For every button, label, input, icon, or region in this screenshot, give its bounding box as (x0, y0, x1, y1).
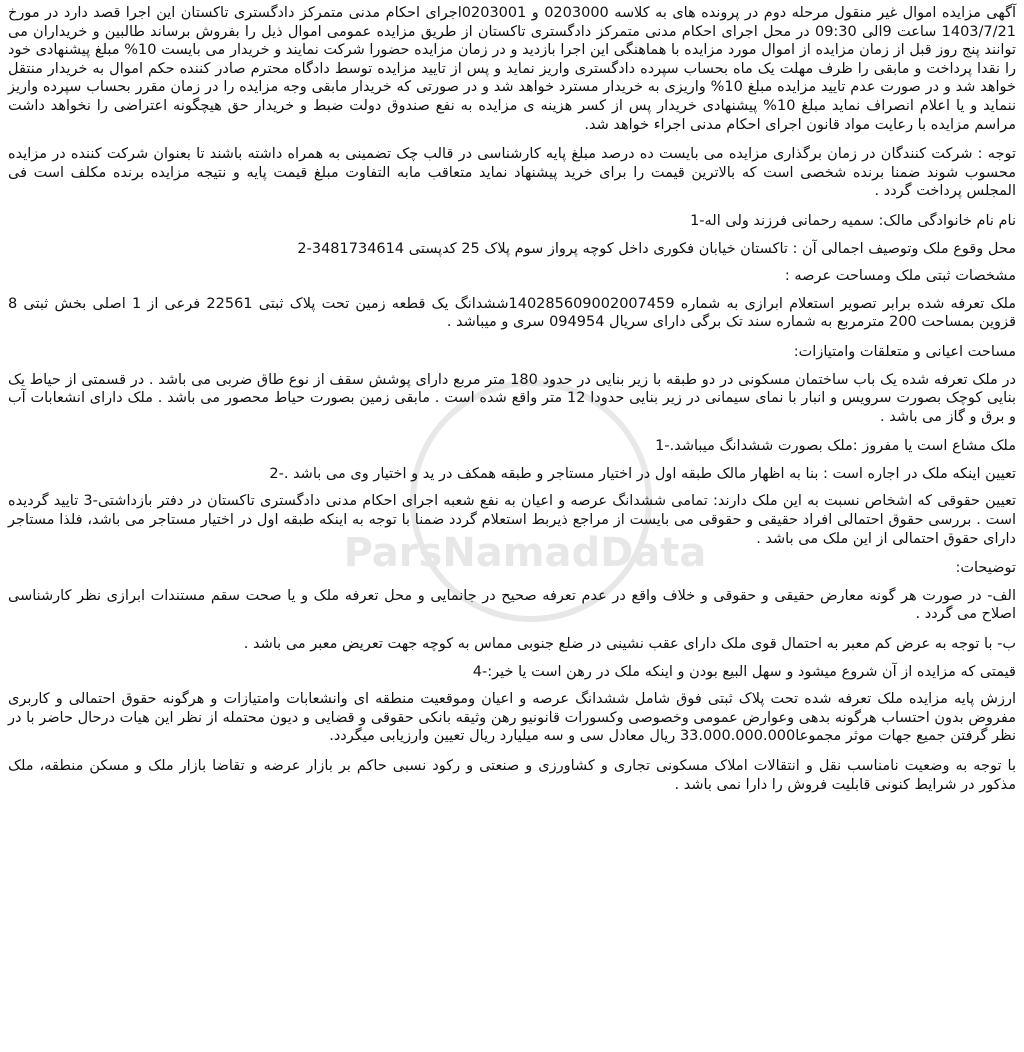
heading-registration: مشخصات ثبتی ملک ومساحت عرصه : (784, 268, 1016, 285)
item-lease: تعیین اینکه ملک در اجاره است : بنا به اظهار مالک طبقه اول در اختیار مستاجر و طبقه همکف در ید و اختیار وی می باشد .-2 (269, 465, 1016, 482)
paragraph-owner: نام نام خانوادگی مالک: سمیه رحمانی فرزند ولی اله-1 (690, 212, 1016, 229)
heading-building: مساحت اعیانی و متعلقات وامتیازات: (793, 343, 1016, 360)
explanation-b: ب- با توجه به عرض کم معبر به احتمال قوی ملک دارای عقب نشینی در ضلع جنوبی مماس به کوچه جهت تعریض معبر می باشد . (243, 636, 1016, 653)
paragraph-location: محل وقوع ملک وتوصیف اجمالی آن : تاکستان خیابان فکوری داخل کوچه پرواز سوم پلاک 25 کدپستی 3481734614-2 (297, 240, 1016, 257)
paragraph-registration: ملک تعرفه شده برابر تصویر استعلام ابرازی به شماره 140285609002007459ششدانگ یک قطعه زمین تحت پلاک ثبتی 22561 فرعی از 1 اصلی بخش ثبتی 8 قزوین بمساحت 200 مترمربع به شماره سند تک برگی دارای سریال 094954 سری و میباشد . (8, 295, 1017, 331)
item-rights: تعیین حقوقی که اشخاص نسبت به این ملک دارند: تمامی ششدانگ عرصه و اعیان به نفع شعبه اجرای احکام مدنی دادگستری تاکستان در دفتر بازداشتی-3 تایید گردیده است . بررسی حقوق احتمالی افراد حقیقی و حقوقی می بایست از مراجع ذیربط استعلام گردد ضمنا با توجه به اینکه طبقه اول در اختیار مستاجر می باشد، فلذا مستاجر دارای حقوق احتمالی از این ملک می باشد . (8, 493, 1016, 547)
auction-notice (8, 4, 1016, 805)
paragraph-valuation: ارزش پایه مزایده ملک تعرفه شده تحت پلاک ثبتی فوق شامل ششدانگ عرصه و اعیان وموقعیت منطقه ای وانشعابات وامتیازات و هرگونه حقوق احتمالی و کاربری مفروض بدون احتساب هرگونه بدهی وعوارض عمومی وخصوصی وکسورات قانونیو رهن وثیقه بانکی حقوقی و قضایی و دیون محتمله از نظر این هیات درحال حاضر با در نظر گرفتن جمیع جهات موثر مجموعا33.000.000.000 ریال معادل سی و سه میلیارد ریال تعیین وارزیابی میگردد. (8, 691, 1016, 745)
paragraph-building: در ملک تعرفه شده یک باب ساختمان مسکونی در دو طبقه با زیر بنایی در حدود 180 متر مربع دارای پوشش سقف از نوع طاق ضربی می باشد . در قسمتی از حیاط یک بنایی کوچک بصورت سرویس و انبار با نمای سیمانی در زیر بنایی حدودا 12 متر واقع شده است . مابقی زمین بصورت حیاط محصور می باشد . ملک دارای انشعابات آب و برق و گاز می باشد . (8, 371, 1017, 425)
explanation-a: الف- در صورت هر گونه معارض حقیقی و حقوقی و خلاف واقع در عدم تعرفه صحیح در جانمایی و محل تعرفه ملک و یا صحت سقم مستندات ابرازی نظر کارشناسی اصلاح می گردد . (8, 587, 1016, 623)
paragraph-market: با توجه به وضعیت نامناسب نقل و انتقالات املاک مسکونی تجاری و کشاورزی و صنعتی و رکود نسبی حاکم بر بازار عرضه و تقاضا بازار ملک و مسکن منطقه، ملک مذکور در شرایط کنونی قابلیت فروش را دارا نمی باشد . (8, 758, 1016, 793)
heading-explanations: توضیحات: (955, 560, 1016, 577)
item-starting-price: قیمتی که مزایده از آن شروع میشود و سهل البیع بودن و اینکه ملک در رهن است یا خیر:-4 (472, 663, 1016, 680)
watermark-text: ParsNamadData (343, 530, 707, 576)
paragraph-note: توجه : شرکت کنندگان در زمان برگذاری مزایده می بایست ده درصد مبلغ پایه کارشناسی در قالب چک تضمینی به همراه داشته باشند تا بعنوان شرکت کننده در مزایده محسوب شوند ضمنا برنده شخصی است که بالاترین قیمت را برای خرید پیشنهاد نماید متعاقب مابه التفاوت مبلغ قیمت پایه و نتیجه مزایده برنده مکلف است فی المجلس پرداخت گردد . (8, 146, 1016, 200)
item-ownership: ملک مشاع است یا مفروز :ملک بصورت ششدانگ میباشد.-1 (655, 438, 1016, 455)
paragraph-intro: آگهی مزایده اموال غیر منقول مرحله دوم در پرونده های به کلاسه 0203000 و 0203001اجرای احکام مدنی متمرکز دادگستری تاکستان این اجرا قصد دارد در مورخ 1403/7/21 ساعت 9الی 09:30 در محل اجرای احکام مدنی متمرکز دادگستری تاکستان از طریق مزایده عمومی اموال ذیل را بفروش برساند طالبین و خریداران می توانند پنج روز قبل از زمان مزایده از اموال مورد مزایده با هماهنگی این اجرا بازدید و در زمان مزایده حضورا شرکت نمایند و خریدار می بایست 10% مبلغ پیشنهادی خود را نقدا پرداخت و مابقی را ظرف مهلت یک ماه بحساب سپرده دادگستری واریز نماید و پس از تایید مزایده توسط دادگاه محترم صادر کننده حکم اموال به خریدار منتقل خواهد شد و در صورت عدم تایید مزایده مبلغ 10% واریزی به خریدار مسترد خواهد شد و در صورتی که خریدار مابقی وجه مزایده را در زمان مقرر بحساب سپرده واریز ننماید و یا اعلام انصراف نماید مبلغ 10% پیشنهادی خریدار پس از کسر هزینه ی مزایده به نفع صندوق دولت ضبط و خریدار حق هیچگونه اعتراضی را نخواهد داشت مراسم مزایده با رعایت مواد قانون اجرای احکام مدنی اجراء خواهد شد. (8, 5, 1017, 133)
